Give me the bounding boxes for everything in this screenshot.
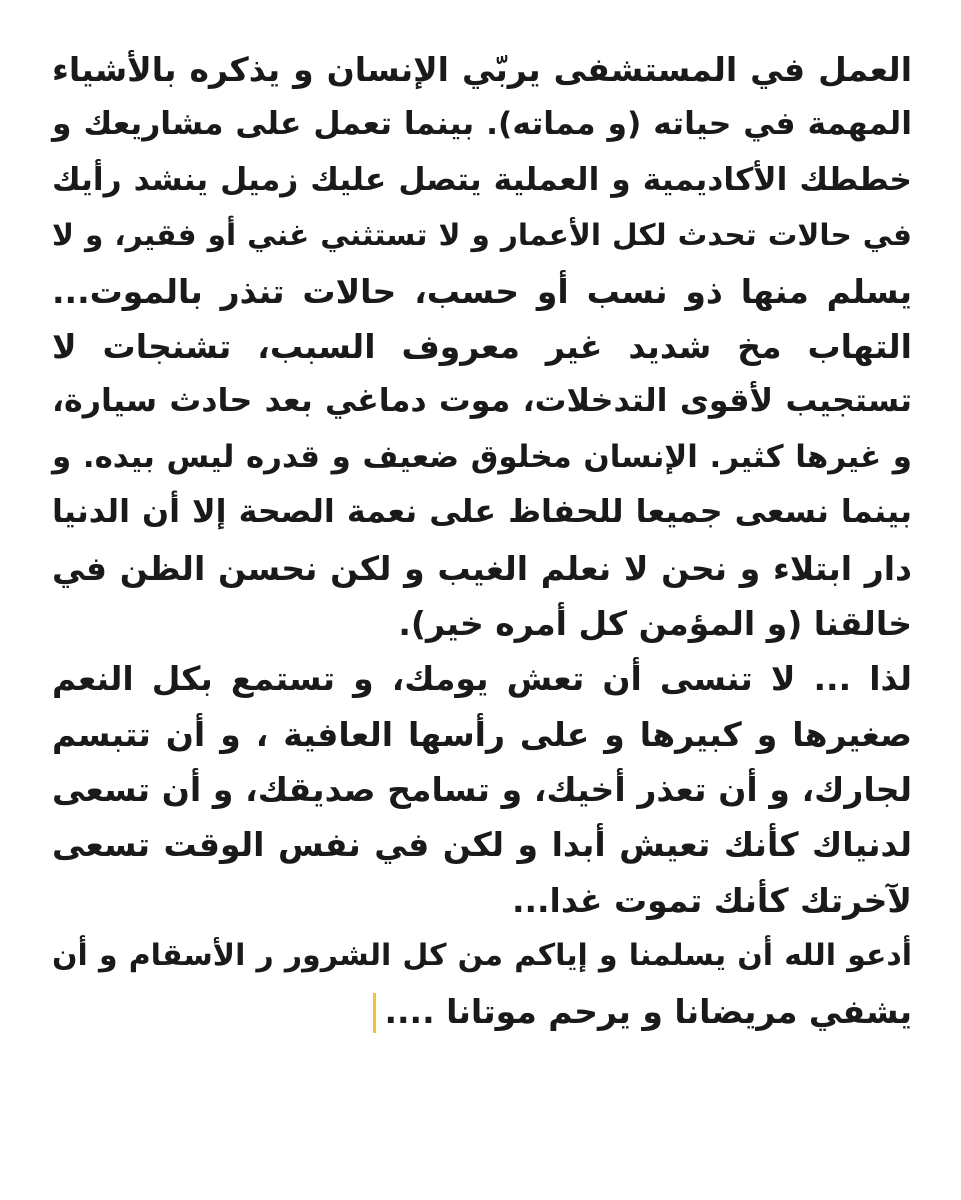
text-line: أدعو الله أن يسلمنا و إياكم من كل الشرور ر الأسقام و أن bbox=[52, 938, 912, 974]
text-line: المهمة في حياته (و مماته). بينما تعمل على مشاريعك و bbox=[52, 106, 912, 143]
text-line: العمل في المستشفى يربّي الإنسان و يذكره بالأشياء bbox=[52, 50, 912, 89]
last-line[interactable] bbox=[52, 984, 912, 1039]
text-line: خالقنا (و المؤمن كل أمره خير). bbox=[398, 603, 912, 643]
text-line: لجارك، و أن تعذر أخيك، و تسامح صديقك، و أن تسعى bbox=[52, 770, 912, 810]
text-line: التهاب مخ شديد غير معروف السبب، تشنجات لا bbox=[52, 326, 912, 366]
text-line: بينما نسعى جميعا للحفاظ على نعمة الصحة إلا أن الدنيا bbox=[52, 494, 912, 531]
text-line: في حالات تحدث لكل الأعمار و لا تستثني غني أو فقير، و لا bbox=[52, 218, 912, 253]
text-line: يشفي مريضانا و يرحم موتانا .... bbox=[384, 991, 912, 1031]
text-line: و غيرها كثير. الإنسان مخلوق ضعيف و قدره ليس بيده. و bbox=[52, 438, 912, 475]
text-cursor bbox=[373, 993, 376, 1033]
text-line: لآخرتك كأنك تموت غدا... bbox=[511, 880, 912, 920]
text-line: لدنياك كأنك تعيش أبدا و لكن في نفس الوقت تسعى bbox=[52, 825, 912, 865]
text-line: صغيرها و كبيرها و على رأسها العافية ، و أن تتبسم bbox=[52, 714, 912, 754]
text-line: لذا ... لا تنسى أن تعش يومك، و تستمع بكل النعم bbox=[52, 659, 912, 699]
text-line: تستجيب لأقوى التدخلات، موت دماغي بعد حادث سيارة، bbox=[52, 383, 912, 420]
text-line: خططك الأكاديمية و العملية يتصل عليك زميل ينشد رأيك bbox=[52, 161, 912, 198]
text-line: دار ابتلاء و نحن لا نعلم الغيب و لكن نحسن الظن في bbox=[52, 548, 912, 588]
document-body bbox=[52, 42, 912, 1039]
text-line: يسلم منها ذو نسب أو حسب، حالات تنذر بالموت... bbox=[52, 271, 912, 311]
